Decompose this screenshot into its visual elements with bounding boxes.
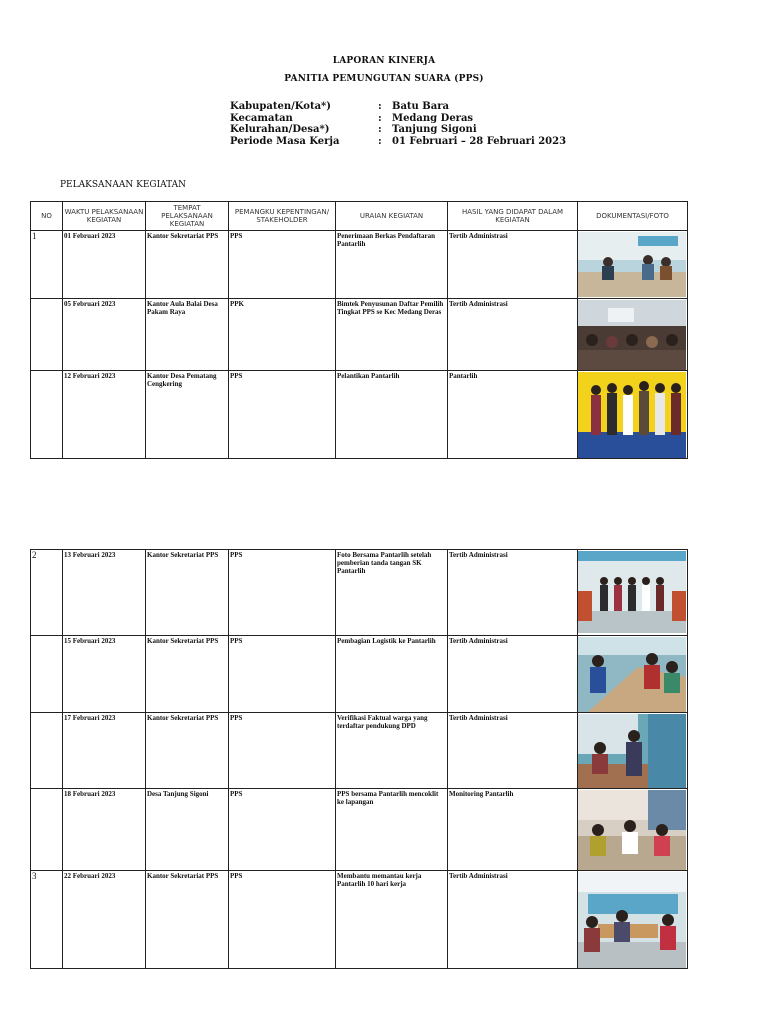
cell-uraian: Foto Bersama Pantarlih setelah pemberian tanda tangan SK Pantarlih xyxy=(336,550,448,636)
cell-tempat: Kantor Aula Balai Desa Pakam Raya xyxy=(146,299,229,371)
cell-uraian: Verifikasi Faktual warga yang terdaftar pendukung DPD xyxy=(336,713,448,789)
cell-hasil: Tertib Administrasi xyxy=(448,636,578,713)
cell-no xyxy=(31,789,63,871)
table-row xyxy=(31,636,688,713)
cell-no: 3 xyxy=(31,871,63,969)
info-value: Medang Deras xyxy=(392,112,474,124)
cell-hasil: Tertib Administrasi xyxy=(448,550,578,636)
info-colon: : xyxy=(378,101,382,112)
info-row-kecamatan xyxy=(230,113,566,125)
activity-photo xyxy=(578,790,686,870)
cell-pemangku: PPS xyxy=(229,371,336,459)
info-label: Kelurahan/Desa*) xyxy=(230,124,330,135)
info-label: Periode Masa Kerja xyxy=(230,135,340,147)
section-title: PELAKSANAAN KEGIATAN xyxy=(60,180,187,190)
table-row xyxy=(31,371,688,459)
cell-uraian: Penerimaan Berkas Pendaftaran Pantarlih xyxy=(336,231,448,299)
activity-photo xyxy=(578,232,686,297)
cell-uraian: Pembagian Logistik ke Pantarlih xyxy=(336,636,448,713)
cell-pemangku: PPS xyxy=(229,871,336,969)
col-header-tempat: TEMPAT PELAKSANAAN KEGIATAN xyxy=(146,202,229,231)
info-colon: : xyxy=(378,124,382,135)
col-header-hasil: HASIL YANG DIDAPAT DALAM KEGIATAN xyxy=(448,202,578,231)
cell-photo xyxy=(578,371,688,459)
report-subtitle: PANITIA PEMUNGUTAN SUARA (PPS) xyxy=(284,74,484,84)
info-colon: : xyxy=(378,135,382,147)
cell-photo xyxy=(578,713,688,789)
activity-photo xyxy=(578,551,686,633)
cell-pemangku: PPK xyxy=(229,299,336,371)
cell-waktu: 01 Februari 2023 xyxy=(63,231,146,299)
report-title: LAPORAN KINERJA xyxy=(332,56,436,66)
info-value: Batu Bara xyxy=(392,101,449,112)
table-row xyxy=(31,299,688,371)
cell-waktu: 12 Februari 2023 xyxy=(63,371,146,459)
info-colon: : xyxy=(378,112,382,124)
cell-pemangku: PPS xyxy=(229,789,336,871)
info-row-kelurahan xyxy=(230,124,566,136)
cell-photo xyxy=(578,299,688,371)
cell-hasil: Monitoring Pantarlih xyxy=(448,789,578,871)
cell-photo xyxy=(578,636,688,713)
cell-hasil: Tertib Administrasi xyxy=(448,713,578,789)
cell-photo xyxy=(578,871,688,969)
cell-photo xyxy=(578,789,688,871)
cell-tempat: Kantor Desa Pematang Cengkering xyxy=(146,371,229,459)
cell-uraian: Pelantikan Pantarlih xyxy=(336,371,448,459)
report-info xyxy=(230,101,566,147)
cell-hasil: Pantarlih xyxy=(448,371,578,459)
cell-tempat: Kantor Sekretariat PPS xyxy=(146,636,229,713)
cell-hasil: Tertib Administrasi xyxy=(448,231,578,299)
info-value: Tanjung Sigoni xyxy=(392,124,477,135)
activity-photo xyxy=(578,372,686,458)
cell-tempat: Kantor Sekretariat PPS xyxy=(146,231,229,299)
activity-photo xyxy=(578,714,686,788)
info-row-periode xyxy=(230,136,566,148)
info-row-kabupaten xyxy=(230,101,566,113)
cell-pemangku: PPS xyxy=(229,713,336,789)
col-header-uraian: URAIAN KEGIATAN xyxy=(336,202,448,231)
cell-tempat: Kantor Sekretariat PPS xyxy=(146,713,229,789)
cell-waktu: 05 Februari 2023 xyxy=(63,299,146,371)
activity-photo xyxy=(578,637,686,712)
info-label: Kecamatan xyxy=(230,112,293,124)
cell-no: 2 xyxy=(31,550,63,636)
cell-pemangku: PPS xyxy=(229,636,336,713)
col-header-dokumentasi: DOKUMENTASI/FOTO xyxy=(578,202,688,231)
cell-photo xyxy=(578,550,688,636)
cell-no xyxy=(31,371,63,459)
table-row xyxy=(31,231,688,299)
cell-waktu: 15 Februari 2023 xyxy=(63,636,146,713)
activity-table-1 xyxy=(30,201,688,459)
info-value: 01 Februari – 28 Februari 2023 xyxy=(392,135,567,147)
col-header-waktu: WAKTU PELAKSANAAN KEGIATAN xyxy=(63,202,146,231)
cell-waktu: 22 Februari 2023 xyxy=(63,871,146,969)
cell-hasil: Tertib Administrasi xyxy=(448,871,578,969)
cell-no: 1 xyxy=(31,231,63,299)
cell-pemangku: PPS xyxy=(229,550,336,636)
table-row xyxy=(31,871,688,969)
info-label: Kabupaten/Kota*) xyxy=(230,101,332,112)
cell-pemangku: PPS xyxy=(229,231,336,299)
cell-uraian: Bimtek Penyusunan Daftar Pemilih Tingkat PPS se Kec Medang Deras xyxy=(336,299,448,371)
cell-hasil: Tertib Administrasi xyxy=(448,299,578,371)
col-header-pemangku: PEMANGKU KEPENTINGAN/ STAKEHOLDER xyxy=(229,202,336,231)
cell-waktu: 17 Februari 2023 xyxy=(63,713,146,789)
table-row xyxy=(31,713,688,789)
table-row xyxy=(31,789,688,871)
cell-photo xyxy=(578,231,688,299)
cell-no xyxy=(31,299,63,371)
cell-waktu: 18 Februari 2023 xyxy=(63,789,146,871)
table-header-row xyxy=(31,202,688,231)
cell-uraian: Membantu memantau kerja Pantarlih 10 hari kerja xyxy=(336,871,448,969)
cell-uraian: PPS bersama Pantarlih mencoklit ke lapangan xyxy=(336,789,448,871)
activity-photo xyxy=(578,872,686,968)
cell-no xyxy=(31,713,63,789)
table-row xyxy=(31,550,688,636)
activity-table-2 xyxy=(30,549,688,969)
activity-photo xyxy=(578,300,686,370)
col-header-no: NO xyxy=(31,202,63,231)
cell-tempat: Desa Tanjung Sigoni xyxy=(146,789,229,871)
cell-no xyxy=(31,636,63,713)
cell-tempat: Kantor Sekretariat PPS xyxy=(146,871,229,969)
cell-tempat: Kantor Sekretariat PPS xyxy=(146,550,229,636)
cell-waktu: 13 Februari 2023 xyxy=(63,550,146,636)
